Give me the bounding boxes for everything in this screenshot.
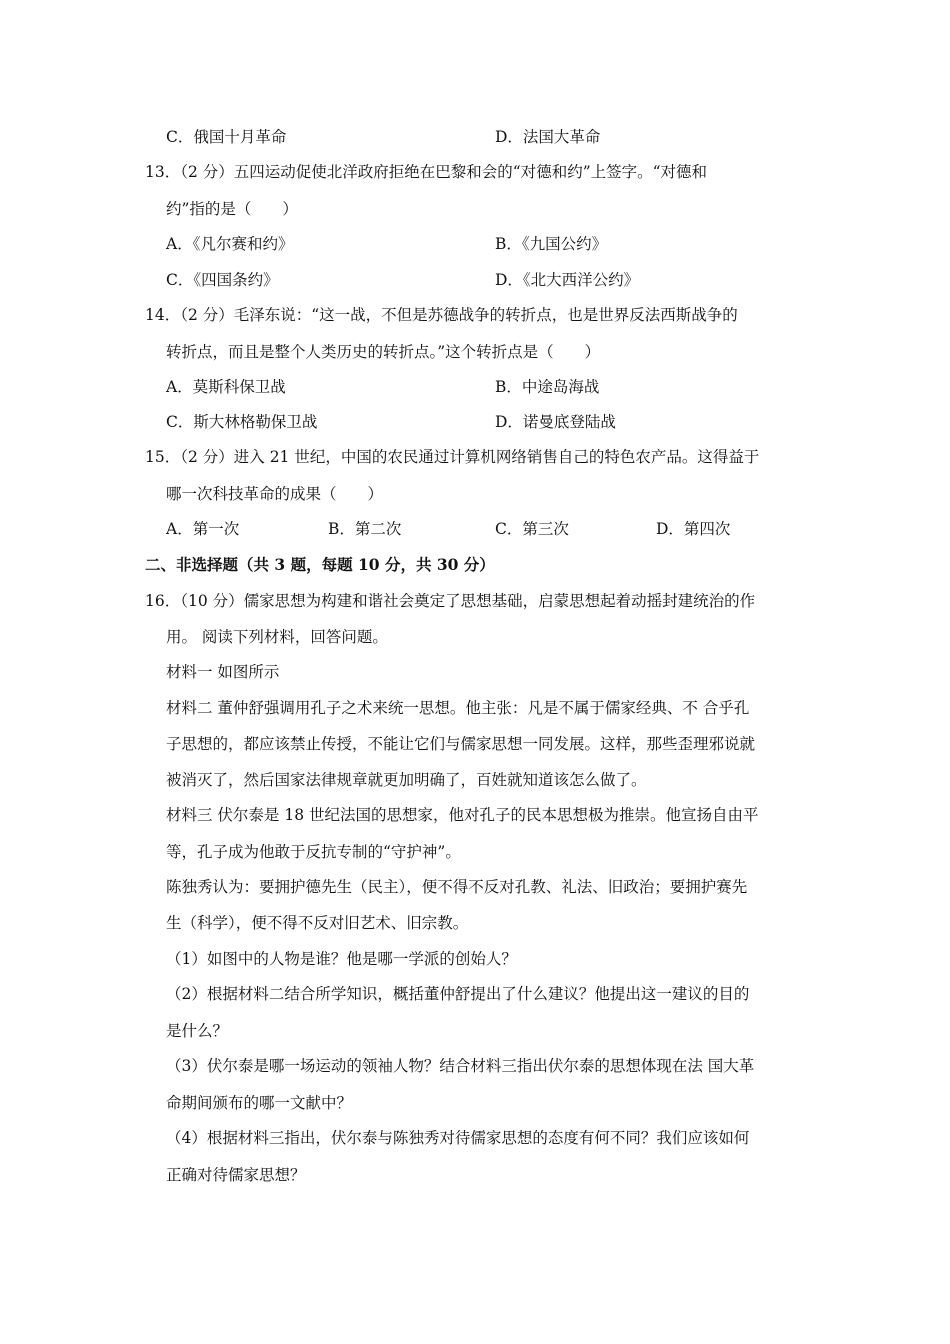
q15-stem-line1: 15．（2 分）进入 21 世纪，中国的农民通过计算机网络销售自己的特色农产品。这得益于 (145, 448, 760, 466)
q16-material3-line1: 材料三 伏尔泰是 18 世纪法国的思想家，他对孔子的民本思想极为推崇。他宣扬自由平 (166, 806, 759, 824)
q13-option-b: B．《九国公约》 (495, 235, 608, 253)
q15-option-a: A．第一次 (166, 520, 240, 538)
q14-option-a: A．莫斯科保卫战 (166, 378, 286, 396)
q13-option-a: A．《凡尔赛和约》 (166, 235, 294, 253)
q15-option-b: B．第二次 (328, 520, 402, 538)
q16-material2-line1: 材料二 董仲舒强调用孔子之术来统一思想。他主张：凡是不属于儒家经典、不 合乎孔 (166, 699, 750, 717)
q16-subquestion-1: （1）如图中的人物是谁？他是哪一学派的创始人？ (166, 950, 517, 968)
q13-stem-line1: 13．（2 分）五四运动促使北洋政府拒绝在巴黎和会的“对德和约”上签字。“对德和 (145, 163, 708, 181)
q14-stem-line1: 14．（2 分）毛泽东说：“这一战，不但是苏德战争的转折点，也是世界反法西斯战争的 (145, 306, 738, 324)
q14-stem-line2: 转折点，而且是整个人类历史的转折点。”这个转折点是（ ） (166, 343, 601, 361)
q16-stem-line2: 用。 阅读下列材料，回答问题。 (166, 628, 388, 646)
q12-option-d: D．法国大革命 (495, 128, 601, 146)
q16-subquestion-3-line2: 命期间颁布的哪一文献中？ (166, 1094, 353, 1112)
q16-subquestion-4-line2: 正确对待儒家思想？ (166, 1166, 306, 1184)
q16-material1: 材料一 如图所示 (166, 663, 280, 681)
q13-option-d: D．《北大西洋公约》 (495, 271, 640, 289)
q16-chen-line2: 生（科学），便不得不反对旧艺术、旧宗教。 (166, 914, 469, 932)
q16-material2-line2: 子思想的，都应该禁止传授，不能让它们与儒家思想一同发展。这样，那些歪理邪说就 (166, 735, 756, 753)
q16-material3-line2: 等，孔子成为他敢于反抗专制的“守护神”。 (166, 843, 461, 861)
q16-subquestion-2-line1: （2）根据材料二结合所学知识，概括董仲舒提出了什么建议？他提出这一建议的目的 (166, 985, 750, 1003)
q16-subquestion-2-line2: 是什么？ (166, 1022, 229, 1040)
q15-stem-line2: 哪一次科技革命的成果（ ） (166, 485, 384, 503)
q15-option-c: C．第三次 (495, 520, 569, 538)
q14-option-d: D．诺曼底登陆战 (495, 413, 616, 431)
q16-stem-line1: 16．（10 分）儒家思想为构建和谐社会奠定了思想基础，启蒙思想起着动摇封建统治的作 (145, 592, 756, 610)
q13-option-c: C．《四国条约》 (166, 271, 279, 289)
q12-option-c: C．俄国十月革命 (166, 128, 287, 146)
section-heading: 二、非选择题（共 3 题，每题 10 分，共 30 分） (145, 555, 495, 574)
q16-material2-line3: 被消灭了，然后国家法律规章就更加明确了，百姓就知道该怎么做了。 (166, 771, 647, 789)
q14-option-b: B．中途岛海战 (495, 378, 600, 396)
q14-option-c: C．斯大林格勒保卫战 (166, 413, 318, 431)
q16-subquestion-3-line1: （3）伏尔泰是哪一场运动的领袖人物？结合材料三指出伏尔泰的思想体现在法 国大革 (166, 1057, 755, 1075)
q16-subquestion-4-line1: （4）根据材料三指出，伏尔泰与陈独秀对待儒家思想的态度有何不同？我们应该如何 (166, 1129, 750, 1147)
q15-option-d: D．第四次 (656, 520, 731, 538)
q13-stem-line2: 约”指的是（ ） (166, 200, 298, 218)
q16-chen-line1: 陈独秀认为：要拥护德先生（民主），便不得不反对孔教、礼法、旧政治；要拥护赛先 (166, 878, 748, 896)
